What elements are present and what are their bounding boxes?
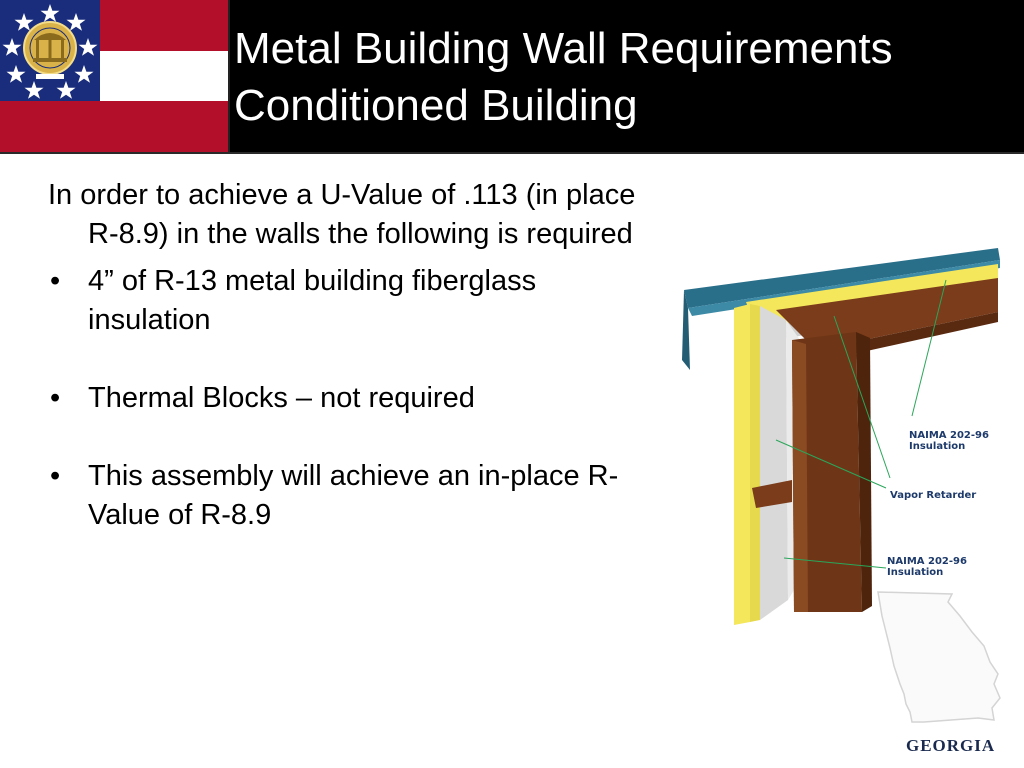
bullet-item	[48, 457, 658, 535]
bullet-text: Thermal Blocks – not required	[88, 382, 475, 414]
insulation-label-lower: NAIMA 202-96 Insulation	[887, 556, 967, 578]
bullet-item	[48, 262, 658, 340]
title-line-1: Metal Building Wall Requirements	[234, 24, 893, 73]
slide-title	[234, 20, 1014, 134]
slide-header	[0, 0, 1024, 154]
bullet-text: This assembly will achieve an in-place R-Value of R-8.9	[88, 460, 619, 531]
title-line-2: Conditioned Building	[234, 81, 638, 130]
slide-body	[48, 176, 658, 535]
state-name-label: GEORGIA	[906, 736, 996, 755]
bullet-item	[48, 379, 658, 418]
bullet-dot-icon: •	[50, 460, 61, 492]
georgia-flag-icon	[0, 0, 230, 152]
intro-text: In order to achieve a U-Value of .113 (in place R-8.9) in the walls the following is required	[48, 179, 636, 250]
georgia-state-outline-icon	[860, 588, 1010, 738]
bullet-text: 4” of R-13 metal building fiberglass insulation	[88, 265, 537, 336]
bullet-dot-icon: •	[50, 265, 61, 297]
insulation-label-upper: NAIMA 202-96 Insulation	[909, 430, 989, 452]
vapor-retarder-label: Vapor Retarder	[890, 490, 977, 501]
bullet-dot-icon: •	[50, 382, 61, 414]
bullet-list	[48, 262, 658, 535]
